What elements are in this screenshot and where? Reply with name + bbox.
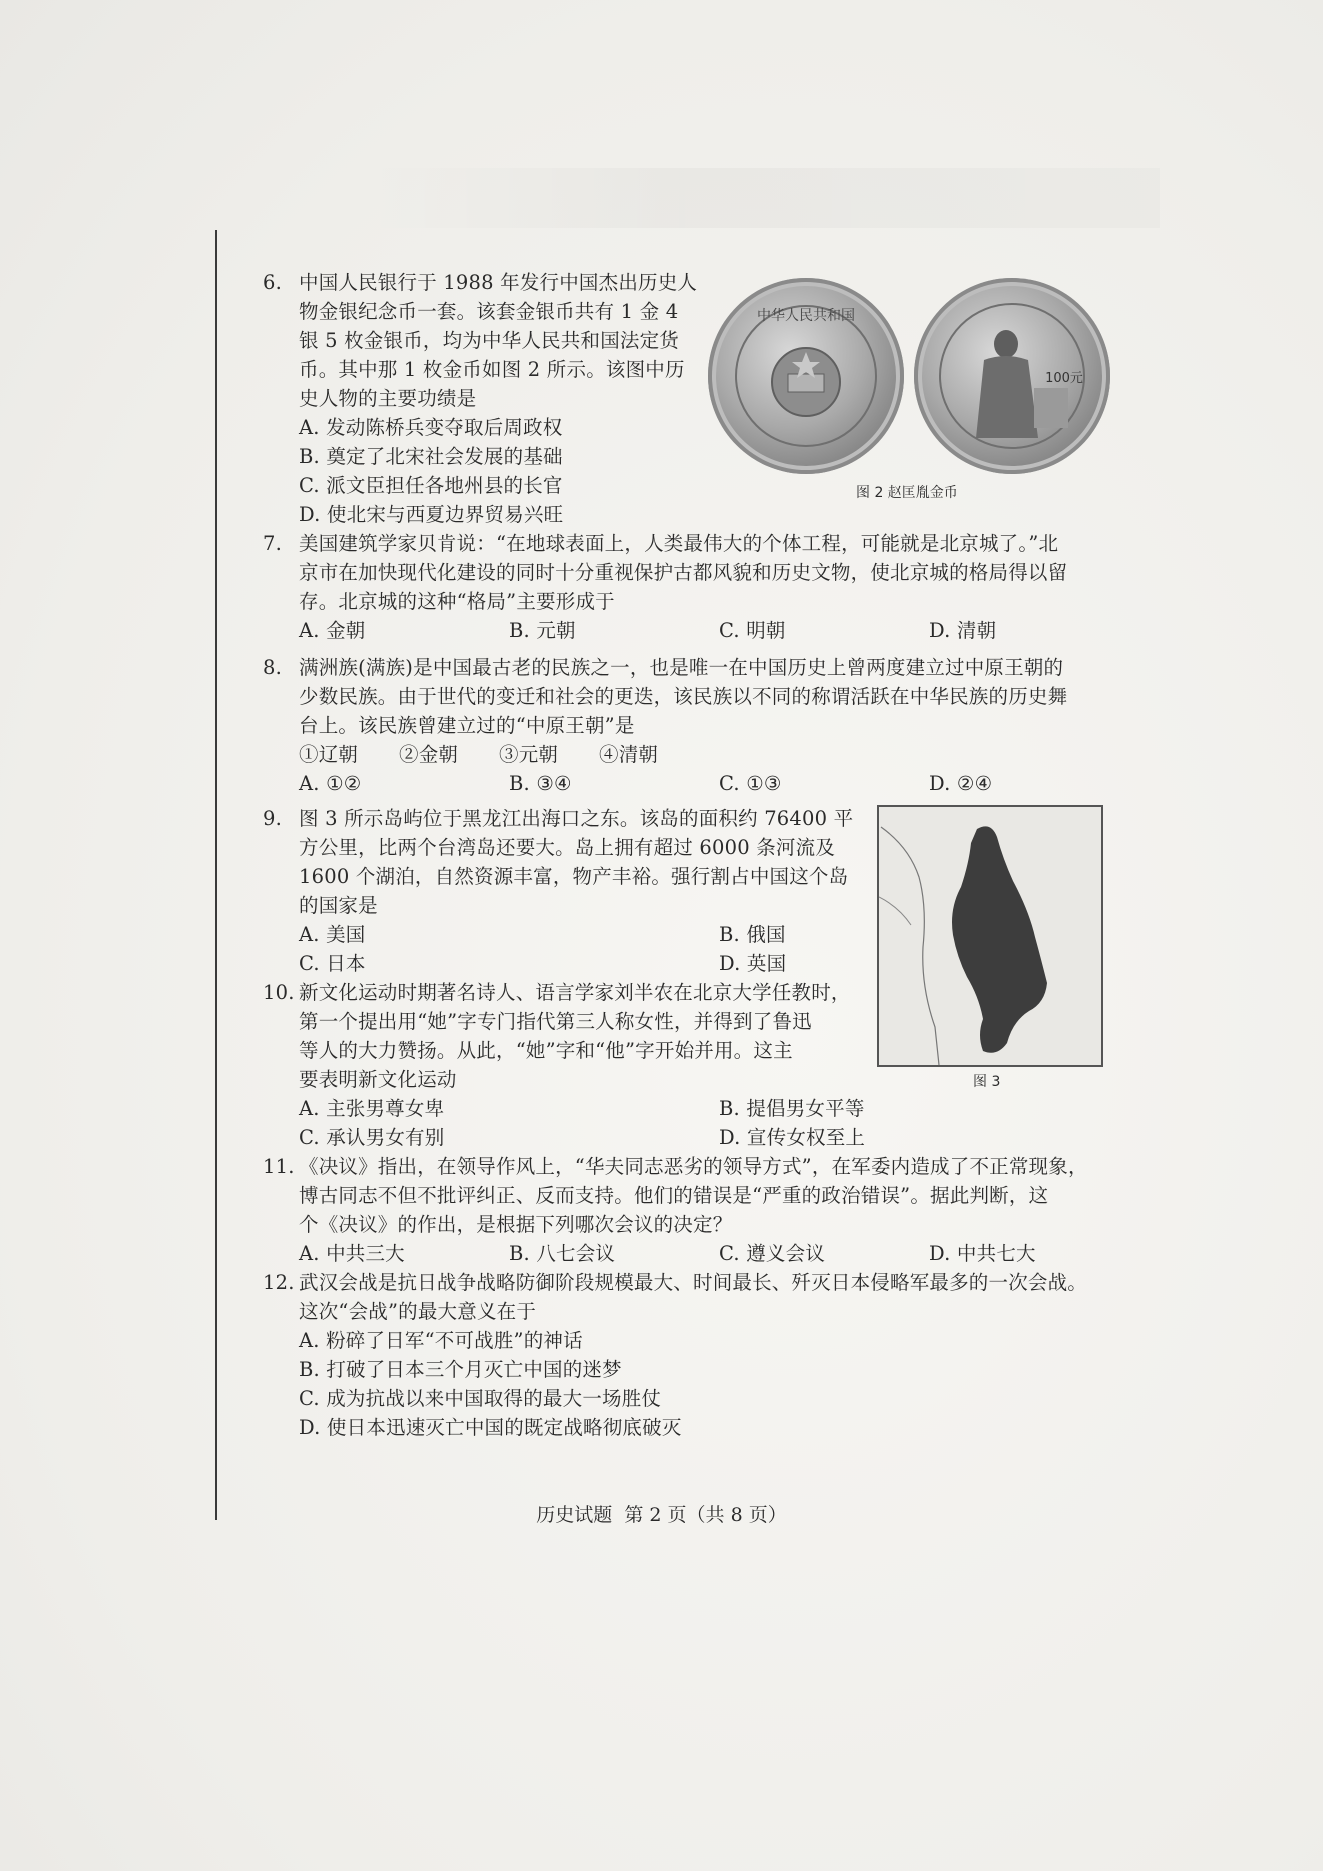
question-number: 8. [263,656,283,679]
coin-reverse-image [914,278,1110,474]
question-text: 新文化运动时期著名诗人、语言学家刘半农在北京大学任教时， [299,981,851,1004]
page-footer: 历史试题 第 2 页（共 8 页） [536,1504,787,1526]
question-number: 7. [263,532,283,555]
question-9 [263,804,873,978]
question-text: 台上。该民族曾建立过的“中原王朝”是 [299,714,635,737]
question-6 [263,268,703,529]
coin-emblem-icon [708,278,904,474]
option-c: C. 承认男女有别 [299,1126,445,1149]
option-b: B. 元朝 [509,619,576,642]
coin-legend: 中华人民共和国 [757,308,855,324]
question-11 [263,1152,1113,1268]
question-text: 少数民族。由于世代的变迁和社会的更迭，该民族以不同的称谓活跃在中华民族的历史舞 [299,685,1068,708]
option-b: B. 八七会议 [509,1242,616,1265]
option-b: B. 打破了日本三个月灭亡中国的迷梦 [299,1358,622,1381]
coin-obverse-image [708,278,904,474]
question-number: 9. [263,807,283,830]
option-a: A. 中共三大 [299,1242,405,1265]
coin-denomination: 100元 [1045,371,1083,386]
option-b: B. 奠定了北宋社会发展的基础 [299,445,563,468]
question-text: 美国建筑学家贝肯说：“在地球表面上，人类最伟大的个体工程，可能就是北京城了。”北 [299,532,1059,555]
question-text: 1600 个湖泊，自然资源丰富，物产丰裕。强行割占中国这个岛 [299,865,849,888]
choice-2: ②金朝 [399,743,459,766]
option-b: B. ③④ [509,772,572,795]
question-text: 物金银纪念币一套。该套金银币共有 1 金 4 [299,300,679,323]
option-c: C. ①③ [719,772,782,795]
question-text: 京市在加快现代化建设的同时十分重视保护古都风貌和历史文物，使北京城的格局得以留 [299,561,1068,584]
option-d: D. 清朝 [929,619,997,642]
question-number: 6. [263,271,283,294]
option-d: D. 英国 [719,952,787,975]
question-text: 这次“会战”的最大意义在于 [299,1300,537,1323]
question-text: 方公里，比两个台湾岛还要大。岛上拥有超过 6000 条河流及 [299,836,836,859]
question-text: 史人物的主要功绩是 [299,387,477,410]
question-number: 10. [263,981,295,1004]
option-b: B. 提倡男女平等 [719,1097,865,1120]
option-a: A. 主张男尊女卑 [299,1097,445,1120]
question-text: 图 3 所示岛屿位于黑龙江出海口之东。该岛的面积约 76400 平 [299,807,854,830]
question-text: 中国人民银行于 1988 年发行中国杰出历史人 [299,271,698,294]
option-c: C. 派文臣担任各地州县的长官 [299,474,563,497]
question-text: 武汉会战是抗日战争战略防御阶段规模最大、时间最长、歼灭日本侵略军最多的一次会战。 [299,1271,1088,1294]
question-7 [263,529,1113,645]
option-c: C. 明朝 [719,619,786,642]
question-text: 第一个提出用“她”字专门指代第三人称女性，并得到了鲁迅 [299,1010,812,1033]
option-d: D. 使北宋与西夏边界贸易兴旺 [299,503,564,526]
question-text: 等人的大力赞扬。从此，“她”字和“他”字开始并用。这主 [299,1039,793,1062]
option-a: A. 粉碎了日军“不可战胜”的神话 [299,1329,583,1352]
option-a: A. 美国 [299,923,366,946]
option-a: A. 发动陈桥兵变夺取后周政权 [299,416,563,439]
scan-shadow [360,168,1160,228]
option-c: C. 遵义会议 [719,1242,826,1265]
question-text: 《决议》指出，在领导作风上，“华夫同志恶劣的领导方式”，在军委内造成了不正常现象， [299,1155,1088,1178]
figure-3-caption: 图 3 [973,1074,1001,1090]
figure-portrait-icon [914,278,1110,474]
option-a: A. ①② [299,772,362,795]
question-text: 币。其中那 1 枚金币如图 2 所示。该图中历 [299,358,685,381]
option-c: C. 成为抗战以来中国取得的最大一场胜仗 [299,1387,662,1410]
choice-1: ①辽朝 [299,743,359,766]
choice-4: ④清朝 [599,743,659,766]
binding-line [215,230,217,1520]
question-10 [263,978,1113,1152]
question-number: 11. [263,1155,295,1178]
question-text: 满洲族(满族)是中国最古老的民族之一，也是唯一在中国历史上曾两度建立过中原王朝的 [299,656,1064,679]
option-d: D. 使日本迅速灭亡中国的既定战略彻底破灭 [299,1416,682,1439]
question-8 [263,653,1113,798]
question-12 [263,1268,1113,1442]
question-text: 存。北京城的这种“格局”主要形成于 [299,590,615,613]
question-text: 银 5 枚金银币，均为中华人民共和国法定货 [299,329,680,352]
question-number: 12. [263,1271,295,1294]
question-text: 博古同志不但不批评纠正、反而支持。他们的错误是“严重的政治错误”。据此判断，这 [299,1184,1049,1207]
question-text: 的国家是 [299,894,378,917]
option-d: D. ②④ [929,772,993,795]
figure-2-coins [708,270,1128,520]
option-a: A. 金朝 [299,619,366,642]
choice-3: ③元朝 [499,743,559,766]
option-d: D. 宣传女权至上 [719,1126,866,1149]
question-text: 个《决议》的作出，是根据下列哪次会议的决定？ [299,1213,733,1236]
option-b: B. 俄国 [719,923,786,946]
option-c: C. 日本 [299,952,366,975]
option-d: D. 中共七大 [929,1242,1036,1265]
question-text: 要表明新文化运动 [299,1068,457,1091]
figure-2-caption: 图 2 赵匡胤金币 [856,485,958,501]
